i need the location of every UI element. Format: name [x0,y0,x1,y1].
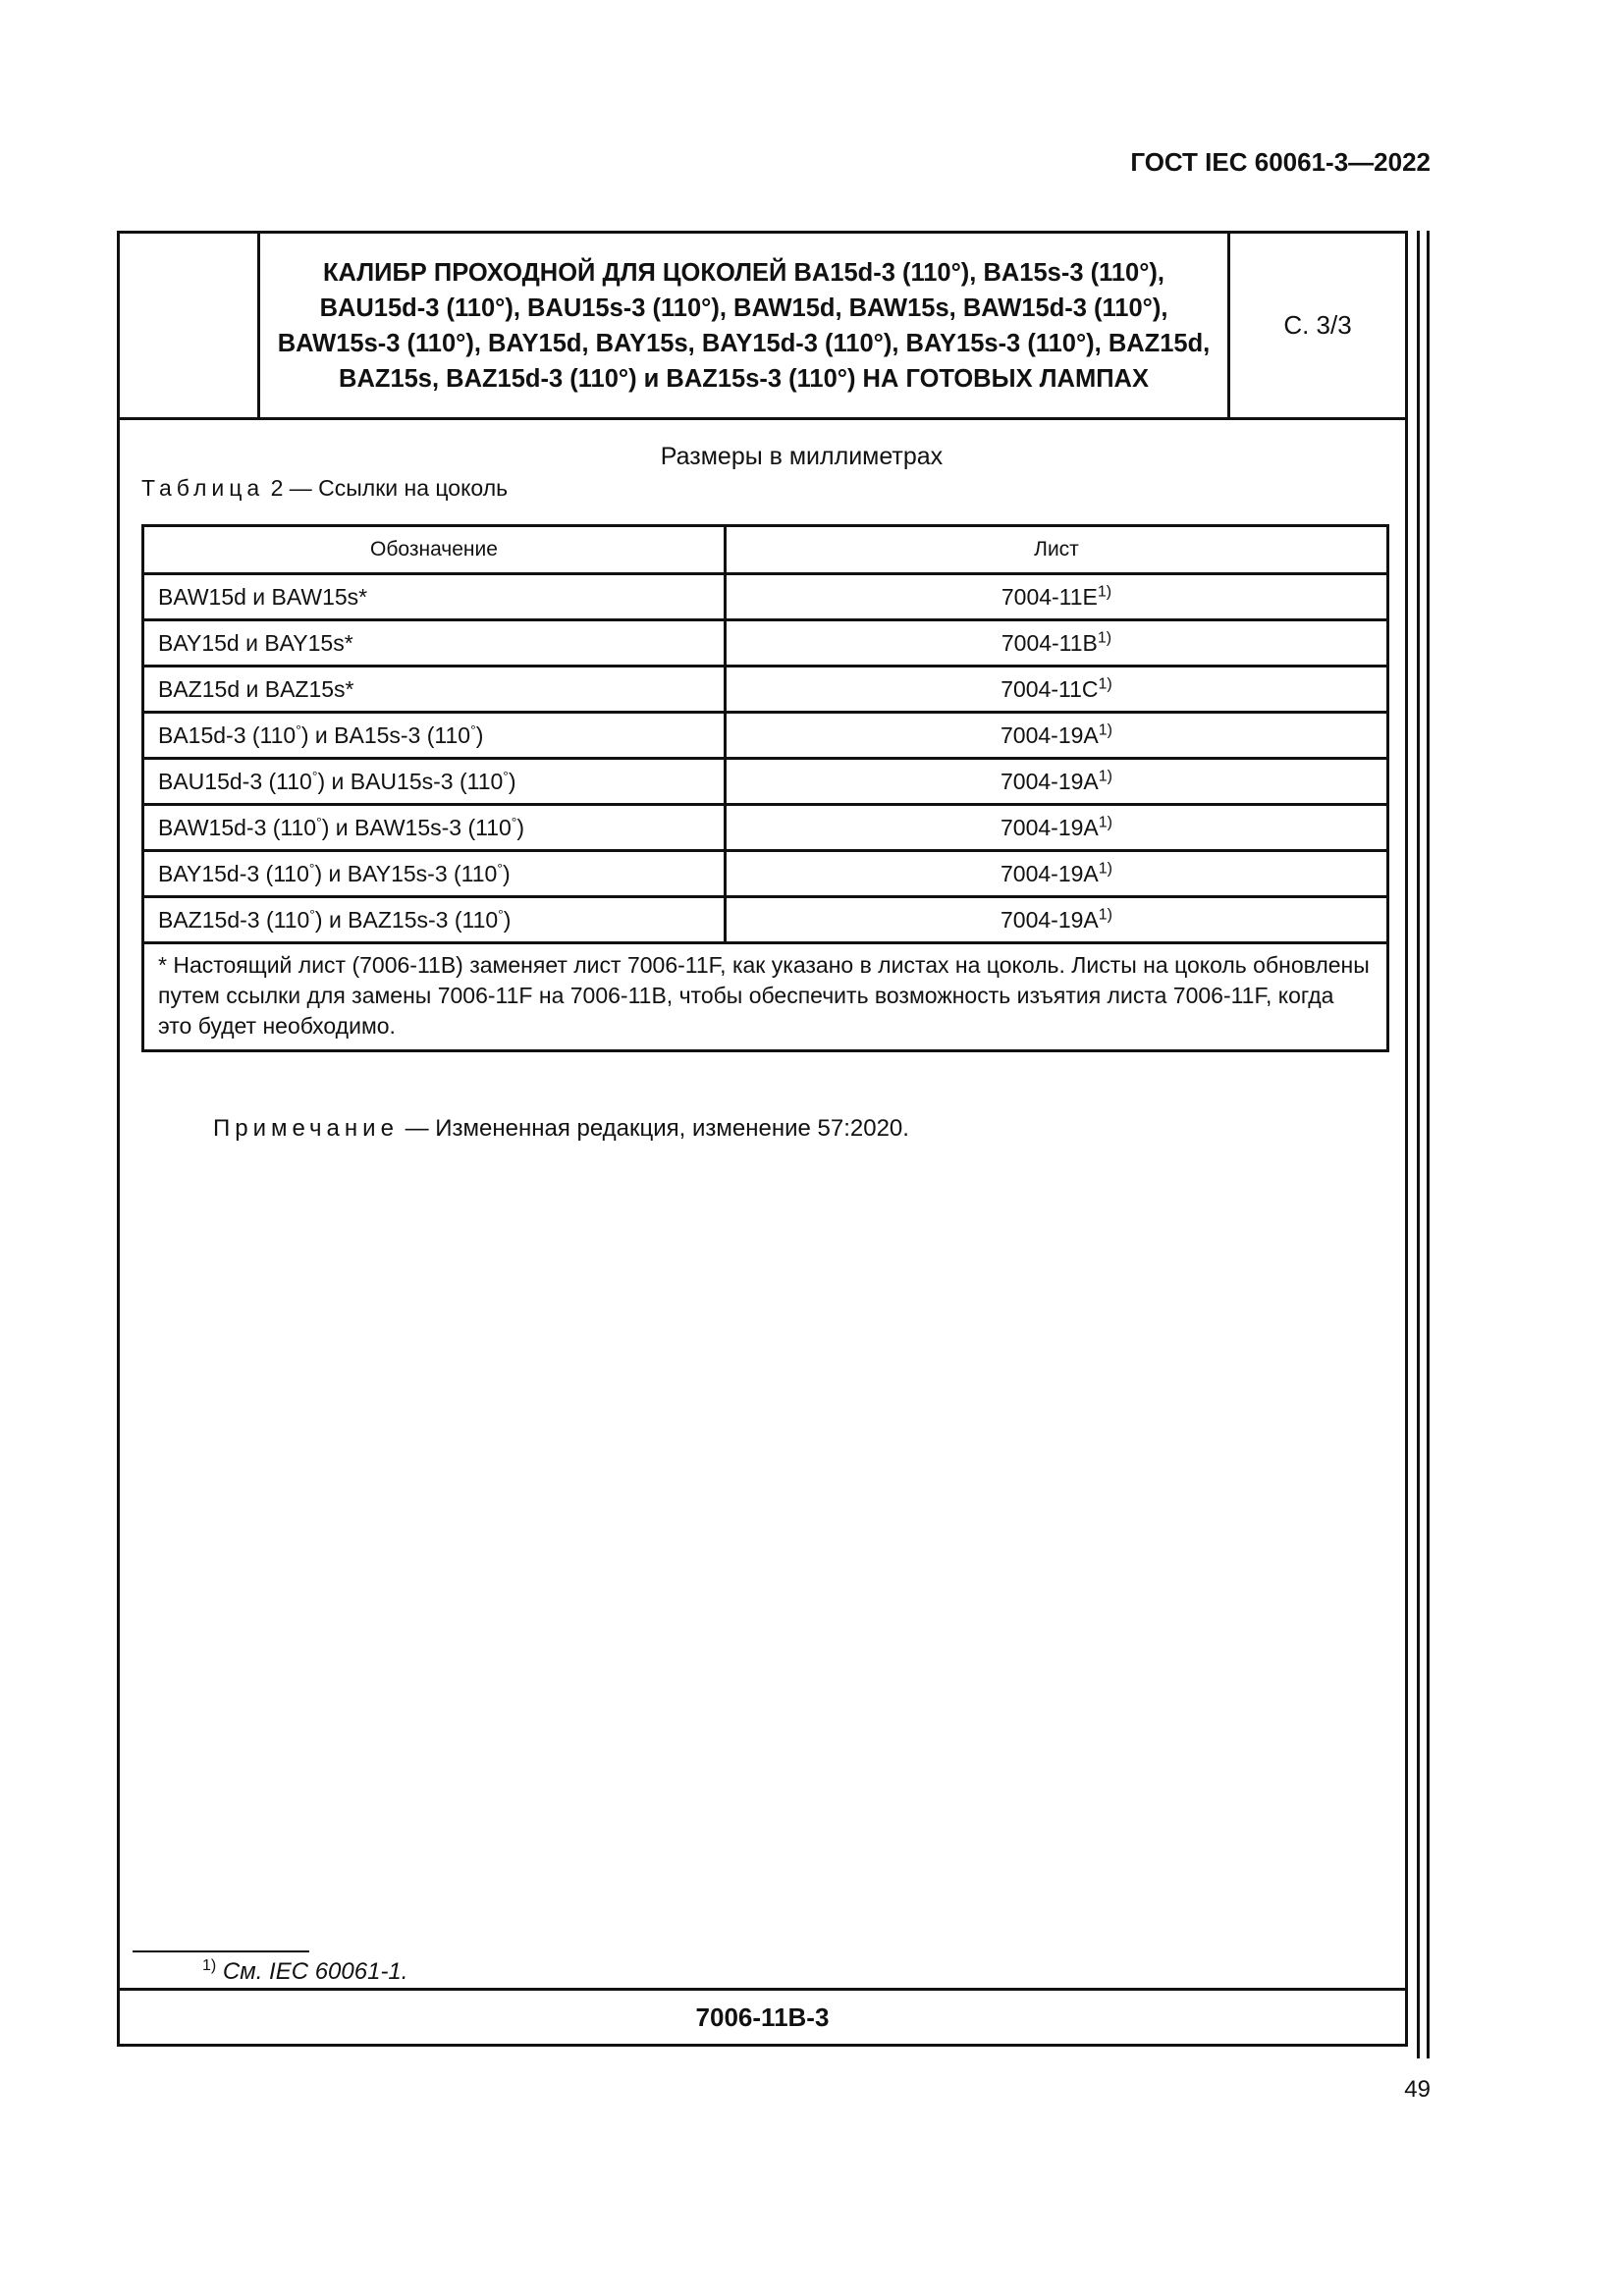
designation-text: ) [503,906,512,933]
page-reference: С. 3/3 [1227,234,1405,417]
footnote-text: См. IEC 60061-1. [222,1958,408,1985]
degree-mark: ° [311,767,318,783]
sheet-number: 7004-11C [1001,675,1099,702]
footnote-marker: 1) [202,1957,217,1974]
sheet-number: 7004-11E [1001,583,1098,610]
degree-mark: ° [497,859,503,876]
footnote-marker: 1) [1098,767,1112,784]
table-row [143,851,1388,897]
table-footnote-row [143,943,1388,1051]
units-label: Размеры в миллиметрах [660,443,944,470]
degree-mark: ° [296,721,301,737]
table-row [143,620,1388,667]
degree-mark: ° [498,905,504,922]
designation-cell [143,667,726,713]
sheet-number: 7004-19A [1001,860,1099,886]
degree-mark: ° [309,905,315,922]
designation-cell [143,759,726,805]
footnote [202,1958,407,1986]
table-row [143,805,1388,851]
page-number: 49 [1404,2076,1431,2103]
sheet-cell [726,759,1388,805]
sheet-number: 7004-19A [1001,814,1099,840]
designation-text: ) и BAU15s-3 (110 [317,768,504,794]
degree-mark: ° [503,767,509,783]
table-row [143,759,1388,805]
footnote-marker: 1) [1097,582,1112,600]
note-text: — Измененная редакция, изменение 57:2020. [405,1115,909,1142]
designation-text: BAY15d и BAY15s* [158,629,353,656]
table-row [143,667,1388,713]
designation-text: BAU15d-3 (110 [158,768,312,794]
table-row [143,897,1388,943]
degree-mark: ° [511,813,517,829]
footnote-marker: 1) [1098,813,1112,830]
header-empty-cell [120,234,260,417]
degree-mark: ° [308,859,315,876]
designation-text: BAW15d-3 (110 [158,814,317,840]
table-caption-text: 2 — Ссылки на цоколь [270,475,509,501]
sheet-header [120,234,1405,420]
column-header-designation: Обозначение [143,526,726,574]
binding-edge-line [1417,231,1420,2058]
designation-cell [143,713,726,759]
designation-text: ) и BAY15s-3 (110 [314,860,498,886]
footnote-marker: 1) [1098,721,1112,738]
designation-text: ) и BA15s-3 (110 [300,721,471,748]
designation-text: BAZ15d и BAZ15s* [158,675,354,702]
sheet-cell [726,897,1388,943]
designation-text: ) [502,860,511,886]
sheet-cell [726,620,1388,667]
designation-text: ) и BAZ15s-3 (110 [314,906,499,933]
table-caption [141,475,508,502]
note-label: Примечание [213,1115,399,1142]
designation-text: BAW15d и BAW15s* [158,583,368,610]
table-header-row [143,526,1388,574]
column-header-sheet: Лист [726,526,1388,574]
footnote-marker: 1) [1097,628,1112,646]
designation-cell [143,851,726,897]
footnote-marker: 1) [1098,859,1112,877]
standard-number: ГОСТ IEC 60061-3—2022 [1130,147,1431,177]
sheet-number: 7004-19A [1001,906,1099,933]
cap-reference-table [141,524,1389,1052]
degree-mark: ° [470,721,476,737]
table-row [143,713,1388,759]
sheet-title: КАЛИБР ПРОХОДНОЙ ДЛЯ ЦОКОЛЕЙ BA15d-3 (110°), BA15s-3 (110°), BAU15d-3 (110°), BAU15s-3 (110°), BAW15d, BAW15s, BAW15d-3 (110°), BAW15s-3 (110°), BAY15d, BAY15s, BAY15d-3 (110°), BAY15s-3 (110°), BAZ15d, BAZ15s, BAZ15d-3 (110°) и BAZ15s-3 (110°) НА ГОТОВЫХ ЛАМПАХ [277,258,1211,393]
sheet-cell [726,574,1388,620]
table-caption-word: Таблица [141,475,265,501]
sheet-code: 7006-11B-3 [120,1988,1405,2044]
footnote-marker: 1) [1098,674,1112,692]
sheet-number: 7004-19A [1001,721,1099,748]
designation-cell [143,574,726,620]
footnote-marker: 1) [1098,905,1112,923]
table-row [143,574,1388,620]
sheet-cell [726,851,1388,897]
replacement-note: * Настоящий лист (7006-11B) заменяет лист 7006-11F, как указано в листах на цоколь. Листы на цоколь обновлены путем ссылки для замены 7006-11F на 7006-11B, чтобы обеспечить возможность изъятия листа 7006-11F, когда это будет необходимо. [143,943,1388,1051]
sheet-cell [726,667,1388,713]
designation-text: BA15d-3 (110 [158,721,297,748]
footnote-separator [133,1950,309,1952]
designation-text: ) и BAW15s-3 (110 [321,814,512,840]
sheet-cell [726,805,1388,851]
revision-note [213,1115,909,1143]
designation-cell [143,620,726,667]
designation-text: ) [516,814,525,840]
sheet-frame [117,231,1408,2047]
designation-text: ) [508,768,516,794]
degree-mark: ° [316,813,322,829]
designation-cell [143,897,726,943]
sheet-cell [726,713,1388,759]
binding-edge-line [1427,231,1430,2058]
designation-cell [143,805,726,851]
designation-text: BAZ15d-3 (110 [158,906,310,933]
sheet-number: 7004-11B [1001,629,1098,656]
designation-text: ) [475,721,484,748]
designation-text: BAY15d-3 (110 [158,860,309,886]
sheet-number: 7004-19A [1001,768,1099,794]
